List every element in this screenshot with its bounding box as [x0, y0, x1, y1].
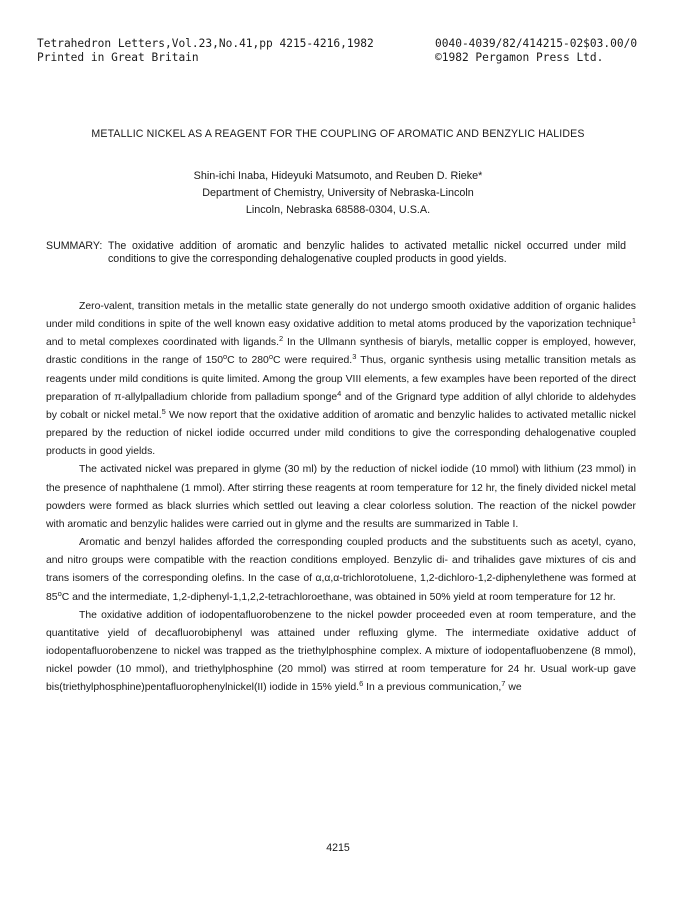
journal-citation: Tetrahedron Letters,Vol.23,No.41,pp 4215-4216,1982 — [37, 37, 374, 50]
summary-text: The oxidative addition of aromatic and benzylic halides to activated metallic nickel occurred under mild conditions to give the corresponding dehalogenative coupled products in good yields. — [108, 240, 626, 266]
article-code: 0040-4039/82/414215-02$03.00/0 — [435, 37, 638, 50]
reference-2: 2 — [278, 334, 284, 344]
summary-label: SUMMARY: — [46, 240, 103, 252]
reference-1: 1 — [631, 316, 636, 326]
body-paragraph-3: Aromatic and benzyl halides afforded the corresponding coupled products and the substituents such as acetyl, cyano, and nitro groups were compatible with the reaction conditions employed. Benzylic di- and trihalides gave mixtures of cis and trans isomers of the corresponding olefins. In the case of α,α,α-trichlorotoluene, 1,2-dichloro-1,2-diphenylethene was formed at 85$^o$C and the intermediate, 1,2-diphenyl-1,1,2,2-tetrachloroethane, was obtained in 50% yield at room temperature for 12 hr. — [46, 537, 636, 603]
journal-header — [37, 37, 647, 65]
author-names: Shin-ichi Inaba, Hideyuki Matsumoto, and Reuben D. Rieke* — [193, 170, 483, 182]
printed-location: Printed in Great Britain — [37, 51, 199, 64]
degree-sign: o — [57, 588, 62, 598]
degree-sign: o — [268, 352, 273, 362]
reference-7: 7 — [501, 679, 506, 689]
reference-3: 3 — [352, 352, 357, 362]
author-address: Lincoln, Nebraska 68588-0304, U.S.A. — [245, 204, 431, 217]
degree-sign: o — [222, 352, 228, 362]
summary-section — [46, 240, 626, 266]
copyright-notice: ©1982 Pergamon Press Ltd. — [435, 51, 604, 64]
page-number: 4215 — [326, 842, 350, 854]
body-paragraph-4: The oxidative addition of iodopentafluorobenzene to the nickel powder proceeded even at room temperature, and the quantitative yield of decafluorobiphenyl was attained under refluxing glyme. The intermediate oxidative adduct of iodopentafluorobenzene to nickel was trapped as the triethylphosphine complex. A mixture of iodopentafluobenzene (8 mmol), nickel powder (10 mmol), and triethylphosphine (20 mmol) was stirred at room temperature for 24 hr. Usual work-up gave bis(triethylphosphine)pentafluorophenylnickel(II) iodide in 15% yield.$^6$ In a previous communication,$^7$ we — [46, 609, 636, 694]
reference-5: 5 — [161, 406, 166, 416]
article-body — [46, 298, 636, 697]
article-title: METALLIC NICKEL AS A REAGENT FOR THE COUPLING OF AROMATIC AND BENZYLIC HALIDES — [91, 128, 585, 140]
author-department: Department of Chemistry, University of Nebraska-Lincoln — [202, 187, 474, 200]
body-paragraph-1: Zero-valent, transition metals in the metallic state generally do not undergo smooth oxidative addition of organic halides under mild conditions in spite of the well known easy oxidative addition to metal atoms produced by the vaporization technique$^1$ and to metal complexes coordinated with ligands.$^2$ In the Ullmann synthesis of biaryls, metallic copper is employed, however, drastic conditions in the range of 150$^o$C to 280$^o$C were required.$^3$ Thus, organic synthesis using metallic transition metals as reagents under mild conditions is quite limited. Among the group VIII elements, a few examples have been reported of the direct preparation of π-allylpalladium chloride from palladium sponge$^4$ and of the Grignard type addition of allyl chloride to aldehydes by cobalt or nickel metal.$^5$ We now report that the oxidative addition of aromatic and benzylic halides to activated metallic nickel prepared by the reduction of nickel iodide occurred under mild conditions to give the corresponding dehalogenative coupled products in good yields. — [46, 301, 637, 458]
reference-6: 6 — [359, 679, 364, 689]
reference-4: 4 — [337, 388, 342, 398]
body-paragraph-2: The activated nickel was prepared in glyme (30 ml) by the reduction of nickel iodide (10 mmol) with lithium (23 mmol) in the presence of naphthalene (1 mmol). After stirring these reagents at room temperature for 12 hr, the finely divided nickel metal powders were formed as black slurries which settled out leaving a clear colorless solution. The reaction of the nickel powder with aromatic and benzylic halides were carried out in glyme and the results are summarized in Table I. — [46, 464, 636, 530]
author-block — [0, 168, 676, 220]
